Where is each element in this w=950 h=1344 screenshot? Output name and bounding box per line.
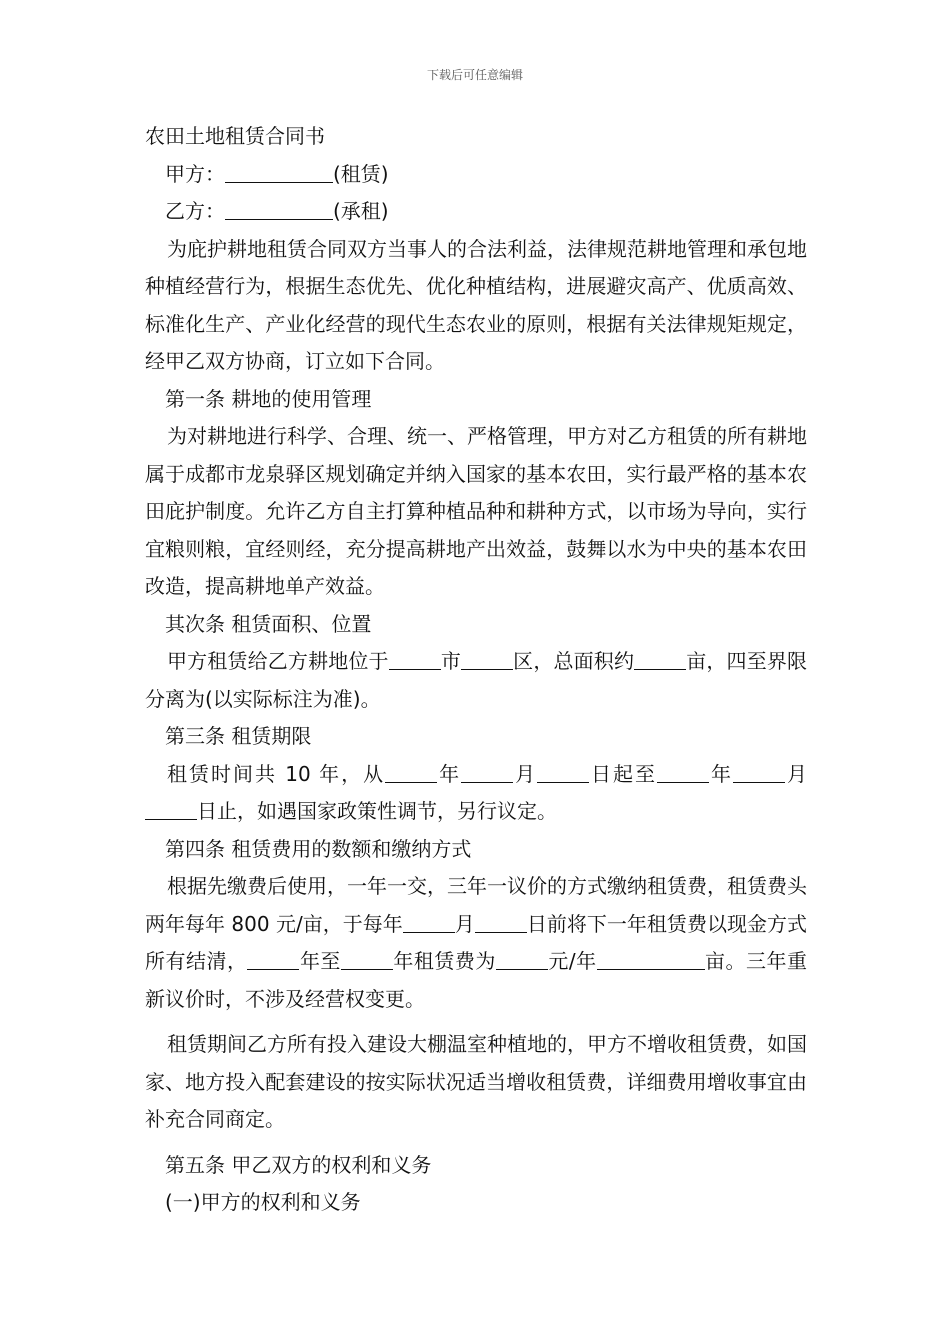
article4-heading: 第四条 租赁费用的数额和缴纳方式 (165, 836, 472, 861)
start-day-blank (537, 760, 589, 783)
contract-body (145, 118, 807, 1222)
article3-text-7: 日止，如遇国家政策性调节，另行议定。 (197, 799, 557, 823)
end-month-blank (733, 760, 785, 783)
article2-body (145, 643, 807, 718)
end-day-blank (145, 797, 197, 820)
party-b-label: 乙方： (165, 199, 225, 223)
article4-text-4: 年至 (299, 949, 341, 973)
party-b-suffix: (承租) (333, 199, 389, 223)
preamble-paragraph: 为庇护耕地租赁合同双方当事人的合法利益，法律规范耕地管理和承包地种植经营行为，根据生态优先、优化种植结构，进展避灾高产、优质高效、标准化生产、产业化经营的现代生态农业的原则，根据有关法律规矩规定，经甲乙双方协商，订立如下合同。 (145, 236, 807, 373)
article3-text-4: 日起至 (589, 761, 658, 786)
party-a-line (145, 156, 807, 194)
article4-body (145, 868, 807, 1018)
district-blank (461, 647, 513, 670)
article4-text-3: 日前将下一年租赁费以现金方式所有结清， (145, 911, 808, 973)
fee-amount-blank (496, 947, 548, 970)
article3-heading: 第三条 租赁期限 (165, 724, 312, 748)
party-b-blank (225, 197, 333, 220)
article2-text-2: 市 (440, 649, 462, 673)
fee-to-year-blank (341, 947, 393, 970)
article4-text-7: 亩。三年重新议价时，不涉及经营权变更。 (145, 949, 808, 1011)
start-month-blank (461, 760, 513, 783)
article4-text-1: 根据先缴费后使用，一年一交，三年一议价的方式缴纳租赁费，租赁费头两年每年 800 元/亩，于每年 (145, 874, 807, 936)
pay-month-blank (403, 910, 455, 933)
pay-day-blank (475, 910, 527, 933)
area-blank (634, 647, 686, 670)
article2-text-3: 区，总面积约 (513, 649, 635, 673)
city-blank (389, 647, 441, 670)
article2-text-1: 甲方租赁给乙方耕地位于 (167, 649, 389, 673)
article4-text-2: 月 (454, 911, 475, 936)
article3-text-1: 租赁时间共 10 年，从 (167, 761, 386, 786)
end-year-blank (657, 760, 709, 783)
article2-text-4: 亩，四至界限分离为(以实际标注为准)。 (145, 649, 808, 711)
article1-heading: 第一条 耕地的使用管理 (165, 386, 372, 411)
article5-heading: 第五条 甲乙双方的权利和义务 (165, 1152, 432, 1177)
party-a-suffix: (租赁) (333, 161, 389, 186)
start-year-blank (385, 760, 437, 783)
fee-from-year-blank (247, 947, 299, 970)
article3-text-2: 年 (437, 761, 462, 786)
article1-body: 为对耕地进行科学、合理、统一、严格管理，甲方对乙方租赁的所有耕地属于成都市龙泉驿区规划确定并纳入国家的基本农田，实行最严格的基本农田庇护制度。允许乙方自主打算种植品种和耕种方式，以市场为导向，实行宜粮则粮，宜经则经，充分提高耕地产出效益，鼓舞以水为中央的基本农田改造，提高耕地单产效益。 (145, 424, 807, 598)
article5-subheading-1: (一)甲方的权利和义务 (165, 1190, 361, 1214)
fee-unit-blank (597, 947, 705, 970)
article3-text-5: 年 (709, 761, 734, 786)
article3-text-3: 月 (513, 761, 538, 786)
page-header-note: 下载后可任意编辑 (426, 68, 523, 82)
article2-heading: 其次条 租赁面积、位置 (165, 611, 372, 636)
article3-body (145, 756, 807, 831)
party-b-line (145, 193, 807, 231)
party-a-blank (225, 160, 333, 183)
document-title: 农田土地租赁合同书 (145, 124, 325, 148)
article3-text-6: 月 (785, 761, 808, 786)
article4-paragraph-2: 租赁期间乙方所有投入建设大棚温室种植地的，甲方不增收租赁费，如国家、地方投入配套建设的按实际状况适当增收租赁费，详细费用增收事宜由补充合同商定。 (145, 1032, 807, 1131)
party-a-label: 甲方： (165, 161, 225, 186)
article4-text-5: 年租赁费为 (392, 949, 496, 973)
article4-text-6: 元/年 (547, 949, 597, 973)
